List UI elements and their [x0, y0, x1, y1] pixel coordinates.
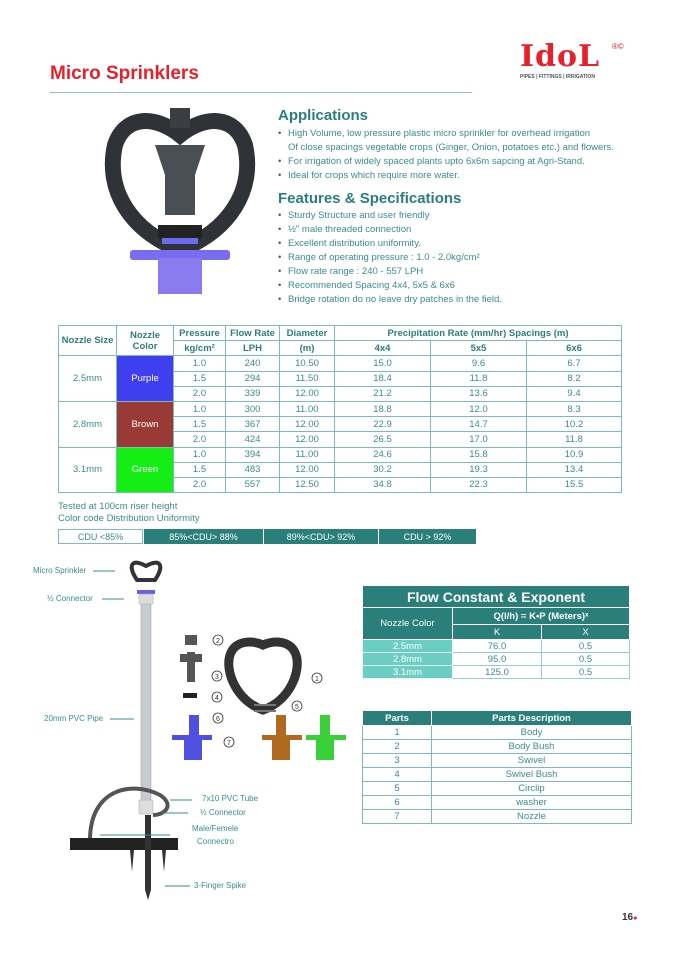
table-cell: 0.5 — [542, 666, 630, 679]
callout-5: 5 — [295, 704, 299, 711]
table-cell: 10.9 — [527, 447, 622, 462]
cdu-legend — [58, 529, 476, 544]
table-row — [363, 666, 630, 679]
pvc-lateral — [70, 838, 178, 850]
table-row — [363, 653, 630, 666]
mini-sprinkler — [132, 563, 160, 580]
note: Color code Distribution Uniformity — [58, 513, 200, 524]
table-cell: 11.50 — [280, 371, 335, 386]
applications-section — [278, 107, 668, 307]
table-cell: 2.0 — [174, 386, 226, 401]
nozzle-color-cell: Purple — [117, 356, 174, 402]
table-row — [59, 401, 622, 416]
flow-table-title: Flow Constant & Exponent — [363, 586, 630, 608]
specifications-table — [58, 325, 622, 493]
header-precipitation: Precipitation Rate (mm/hr) Spacings (m) — [335, 326, 622, 341]
table-cell: 483 — [226, 462, 280, 477]
drop-icon: ● — [633, 915, 638, 922]
parts-header-number: Parts — [363, 711, 432, 726]
nozzle-brown — [262, 715, 302, 760]
page-number — [622, 912, 637, 925]
table-cell: 7 — [363, 810, 432, 824]
table-cell: 125.0 — [453, 666, 542, 679]
table-cell: 6.7 — [527, 356, 622, 371]
table-cell: 2.5mm — [363, 640, 453, 653]
table-row — [363, 754, 632, 768]
title-divider — [50, 92, 472, 93]
list-item: • Flow rate range : 240 - 557 LPH — [278, 265, 668, 279]
table-cell: 557 — [226, 477, 280, 492]
nozzle-color-cell: Brown — [117, 401, 174, 447]
table-cell: 1.5 — [174, 462, 226, 477]
label-connector-bottom: ½ Connector — [200, 808, 246, 817]
table-cell: 34.8 — [335, 477, 431, 492]
table-cell: 11.00 — [280, 447, 335, 462]
table-cell: 6 — [363, 796, 432, 810]
table-cell: 294 — [226, 371, 280, 386]
table-cell: 19.3 — [431, 462, 527, 477]
table-cell: washer — [432, 796, 632, 810]
table-cell: 4 — [363, 768, 432, 782]
table-row — [363, 782, 632, 796]
table-cell: 2.0 — [174, 477, 226, 492]
callout-2: 2 — [216, 638, 220, 645]
table-cell: 26.5 — [335, 432, 431, 447]
sprinkler-product-image — [100, 100, 260, 300]
flow-header-nozzle-color: Nozzle Color — [363, 608, 453, 640]
flow-header-x: X — [542, 625, 630, 640]
table-cell: Circlip — [432, 782, 632, 796]
table-cell: 1 — [363, 726, 432, 740]
callout-7: 7 — [227, 740, 231, 747]
table-cell: Body — [432, 726, 632, 740]
table-cell: 12.00 — [280, 386, 335, 401]
table-cell: 1.0 — [174, 356, 226, 371]
table-cell: 76.0 — [453, 640, 542, 653]
logo-tagline: PIPES | FITTINGS | IRRIGATION — [520, 74, 595, 80]
list-item: • Ideal for crops which require more water. — [278, 169, 668, 183]
header-pressure-unit: kg/cm² — [174, 341, 226, 356]
table-cell: Nozzle — [432, 810, 632, 824]
header-nozzle-color: Nozzle Color — [117, 326, 174, 356]
callout-4: 4 — [215, 695, 219, 702]
table-cell: 5 — [363, 782, 432, 796]
table-cell: 11.00 — [280, 401, 335, 416]
table-cell: 15.8 — [431, 447, 527, 462]
flow-header-formula: Q(l/h) = K•P (Meters)ˣ — [453, 608, 630, 625]
table-cell: 9.6 — [431, 356, 527, 371]
table-cell: 8.3 — [527, 401, 622, 416]
list-item: • For irrigation of widely spaced plants upto 6x6m sapcing at Agri-Stand. — [278, 155, 668, 169]
label-pvc-pipe: 20mm PVC Pipe — [44, 714, 104, 723]
label-pvc-tube: 7x10 PVC Tube — [202, 794, 259, 803]
table-row — [59, 447, 622, 462]
table-row — [59, 356, 622, 371]
table-cell: 0.5 — [542, 653, 630, 666]
list-item: • High Volume, low pressure plastic micro sprinkler for overhead irrigation — [278, 127, 668, 141]
cdu-level: 85%<CDU> 88% — [143, 529, 263, 544]
logo-registered: ®© — [612, 42, 624, 51]
table-cell: 11.8 — [527, 432, 622, 447]
table-cell: 13.6 — [431, 386, 527, 401]
note: Tested at 100cm riser height — [58, 501, 178, 512]
list-item: • Range of operating pressure : 1.0 - 2.0kg/cm² — [278, 251, 668, 265]
page-title: Micro Sprinklers — [50, 63, 199, 84]
nozzle-color-cell: Green — [117, 447, 174, 493]
list-item: • ½" male threaded connection — [278, 223, 668, 237]
idol-logo — [520, 39, 660, 90]
table-cell: 24.6 — [335, 447, 431, 462]
table-row — [363, 726, 632, 740]
table-cell: 1.5 — [174, 371, 226, 386]
parts-table — [362, 710, 632, 824]
table-cell: 367 — [226, 417, 280, 432]
nozzle-purple — [172, 715, 212, 760]
table-cell: 2 — [363, 740, 432, 754]
table-cell: 339 — [226, 386, 280, 401]
table-cell: 18.8 — [335, 401, 431, 416]
table-cell: 300 — [226, 401, 280, 416]
table-cell: 12.00 — [280, 462, 335, 477]
table-cell: 3.1mm — [363, 666, 453, 679]
cdu-level: CDU <85% — [58, 529, 143, 544]
label-micro-sprinkler: Micro Sprinkler — [33, 566, 87, 575]
header-spacing-4x4: 4x4 — [335, 341, 431, 356]
test-notes — [58, 501, 200, 525]
table-cell: Swivel Bush — [432, 768, 632, 782]
table-cell: 0.5 — [542, 640, 630, 653]
table-cell: 95.0 — [453, 653, 542, 666]
table-cell: 30.2 — [335, 462, 431, 477]
table-cell: 10.2 — [527, 417, 622, 432]
table-cell: 8.2 — [527, 371, 622, 386]
header-diameter-unit: (m) — [280, 341, 335, 356]
table-cell: 3 — [363, 754, 432, 768]
applications-heading: Applications — [278, 107, 369, 124]
nozzle-green — [306, 715, 346, 760]
table-row — [363, 768, 632, 782]
callout-6: 6 — [216, 716, 220, 723]
table-cell: Swivel — [432, 754, 632, 768]
table-row — [363, 740, 632, 754]
parts-header-description: Parts Description — [432, 711, 632, 726]
body — [229, 642, 297, 710]
table-cell: 12.50 — [280, 477, 335, 492]
nozzle-size-cell: 2.8mm — [59, 401, 117, 447]
nozzle-size-cell: 3.1mm — [59, 447, 117, 493]
logo-brand: IdoL — [520, 39, 601, 74]
header-spacing-6x6: 6x6 — [527, 341, 622, 356]
table-cell: 12.0 — [431, 401, 527, 416]
assembly-diagram — [20, 560, 360, 900]
table-cell: 9.4 — [527, 386, 622, 401]
features-heading: Features & Specifications — [278, 190, 462, 207]
table-cell: 1.0 — [174, 447, 226, 462]
table-cell: 22.3 — [431, 477, 527, 492]
table-cell: 15.5 — [527, 477, 622, 492]
table-cell: 10.50 — [280, 356, 335, 371]
header-nozzle-size: Nozzle Size — [59, 326, 117, 356]
label-connector-top: ½ Connector — [47, 594, 93, 603]
list-item: • Excellent distribution uniformity. — [278, 237, 668, 251]
list-item: • Recommended Spacing 4x4, 5x5 & 6x6 — [278, 279, 668, 293]
label-connector: Connectro — [197, 837, 234, 846]
header-diameter: Diameter — [280, 326, 335, 341]
header-pressure: Pressure — [174, 326, 226, 341]
table-cell: 1.0 — [174, 401, 226, 416]
table-cell: 11.8 — [431, 371, 527, 386]
table-cell: 21.2 — [335, 386, 431, 401]
table-cell: 13.4 — [527, 462, 622, 477]
table-cell: 2.0 — [174, 432, 226, 447]
callout-3: 3 — [215, 674, 219, 681]
table-cell: 394 — [226, 447, 280, 462]
nozzle-size-cell: 2.5mm — [59, 356, 117, 402]
list-item: Of close spacings vegetable crops (Ginger, Onion, potatoes etc.) and flowers. — [288, 142, 614, 153]
table-cell: 2.8mm — [363, 653, 453, 666]
table-cell: 12.00 — [280, 417, 335, 432]
header-flow-unit: LPH — [226, 341, 280, 356]
table-cell: 240 — [226, 356, 280, 371]
label-spike: 3-Finger Spike — [194, 881, 247, 890]
table-cell: 12.00 — [280, 432, 335, 447]
table-cell: Body Bush — [432, 740, 632, 754]
spike — [145, 815, 151, 900]
table-cell: 424 — [226, 432, 280, 447]
list-item: • Sturdy Structure and user friendly — [278, 209, 668, 223]
body-bush — [185, 635, 197, 645]
cdu-level: CDU > 92% — [378, 529, 476, 544]
table-cell: 17.0 — [431, 432, 527, 447]
flow-constant-table — [362, 585, 630, 679]
cdu-level: 89%<CDU> 92% — [263, 529, 378, 544]
label-male-female: Male/Femele — [192, 824, 239, 833]
list-item: • Bridge rotation do no leave dry patches in the field. — [278, 293, 668, 307]
table-cell: 14.7 — [431, 417, 527, 432]
table-cell: 1.5 — [174, 417, 226, 432]
header-spacing-5x5: 5x5 — [431, 341, 527, 356]
table-cell: 18.4 — [335, 371, 431, 386]
callout-1: 1 — [315, 676, 319, 683]
table-row — [363, 810, 632, 824]
table-cell: 22.9 — [335, 417, 431, 432]
pvc-tube — [90, 789, 168, 840]
swivel-bush — [183, 693, 197, 698]
flow-header-k: K — [453, 625, 542, 640]
table-cell: 15.0 — [335, 356, 431, 371]
table-row — [363, 796, 632, 810]
header-flow: Flow Rate — [226, 326, 280, 341]
page-number-text: 16 — [622, 912, 634, 923]
pvc-pipe — [141, 600, 151, 810]
table-row — [363, 640, 630, 653]
